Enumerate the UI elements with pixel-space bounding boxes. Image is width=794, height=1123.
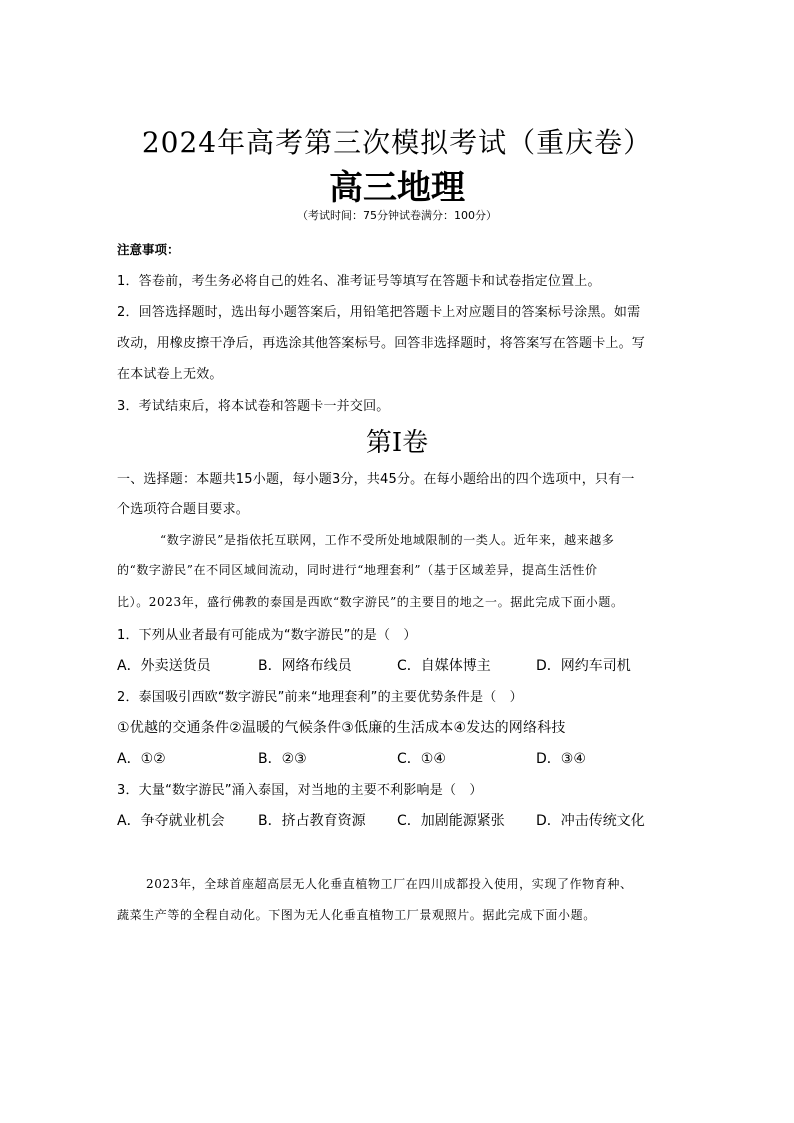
option-c: C．加剧能源紧张 <box>397 813 505 829</box>
exam-title: 2024年高考第三次模拟考试（重庆卷） <box>141 126 653 159</box>
notice-line: 1．答卷前，考生务必将自己的姓名、准考证号等填写在答题卡和试卷指定位置上。 <box>117 274 601 289</box>
section-title: 第Ⅰ卷 <box>365 428 429 458</box>
option-c: C．自媒体博主 <box>397 658 491 674</box>
notice-line: 改动，用橡皮擦干净后，再选涂其他答案标号。回答非选择题时，将答案写在答题卡上。写 <box>117 336 646 351</box>
question-stem: 1．下列从业者最有可能成为“数字游民”的是（ ） <box>117 628 417 643</box>
passage-line: “数字游民”是指依托互联网，工作不受所处地域限制的一类人。近年来，越来越多 <box>160 533 615 547</box>
option-d: D．冲击传统文化 <box>536 813 645 829</box>
option-a: A．①② <box>117 751 166 767</box>
exam-info: （考试时间：75分钟试卷满分：100分） <box>297 209 497 222</box>
option-b: B．②③ <box>258 751 307 767</box>
question-stem: 3．大量“数字游民”涌入泰国，对当地的主要不利影响是（ ） <box>117 783 483 798</box>
option-a: A．外卖送货员 <box>117 658 211 674</box>
notice-title: 注意事项： <box>117 242 180 257</box>
notice-line: 在本试卷上无效。 <box>117 367 223 382</box>
notice-line: 2．回答选择题时，选出每小题答案后，用铅笔把答题卡上对应题目的答案标号涂黑。如需 <box>117 305 641 320</box>
option-b: B．网络布线员 <box>258 658 352 674</box>
passage-line: 蔬菜生产等的全程自动化。下图为无人化垂直植物工厂景观照片。据此完成下面小题。 <box>117 908 596 922</box>
question-items: ①优越的交通条件②温暖的气候条件③低廉的生活成本④发达的网络科技 <box>117 720 566 736</box>
notice-line: 3．考试结束后，将本试卷和答题卡一并交回。 <box>117 399 390 414</box>
option-c: C．①④ <box>397 751 446 767</box>
passage-line: 的“数字游民”在不同区域间流动，同时进行“地理套利”（基于区域差异，提高生活性价 <box>117 563 598 577</box>
option-d: D．网约车司机 <box>536 658 631 674</box>
section-instructions: 个选项符合题目要求。 <box>117 502 250 517</box>
passage-line: 2023年，全球首座超高层无人化垂直植物工厂在四川成都投入使用，实现了作物育种、 <box>146 877 633 891</box>
option-d: D．③④ <box>536 751 586 767</box>
passage-line: 比）。2023年，盛行佛教的泰国是西欧“数字游民”的主要目的地之一。据此完成下面小题。 <box>117 595 624 609</box>
question-stem: 2．泰国吸引西欧“数字游民”前来“地理套利”的主要优势条件是（ ） <box>117 690 523 705</box>
section-instructions: 一、选择题：本题共15小题，每小题3分，共45分。在每小题给出的四个选项中，只有一 <box>117 472 635 487</box>
option-a: A．争夺就业机会 <box>117 813 225 829</box>
option-b: B．挤占教育资源 <box>258 813 366 829</box>
subject-title: 高三地理 <box>329 168 465 208</box>
